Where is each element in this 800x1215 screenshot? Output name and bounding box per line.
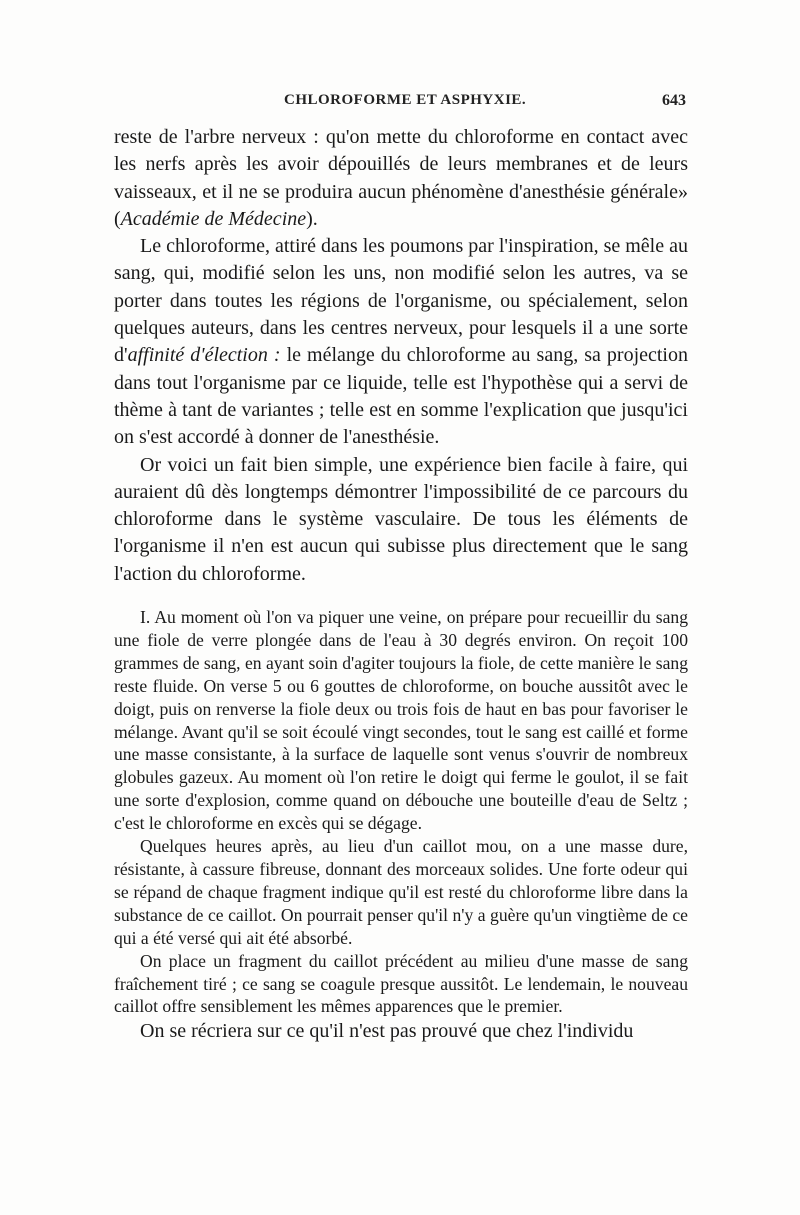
paragraph-2-text-a: Le chloroforme, attiré dans les poumons par l'inspiration, se mêle au sang, qui, modifié selon les uns, non modifié selon les autres, va se porter dans toutes les régions de l'organisme, ou spécialement, selon quelques auteurs, dans les centres nerveux, pour lesquels il a une sorte d' xyxy=(114,235,688,367)
paragraph-3-text: Or voici un fait bien simple, une expérience bien facile à faire, qui auraient dû dès longtemps démontrer l'impossibilité de ce parcours du chloroforme dans le système vasculaire. De tous les éléments de l'organisme il n'en est aucun qui subisse plus directement que le sang l'action du chloroforme. xyxy=(114,453,688,585)
emphasis-affinite: affinité d'élection : xyxy=(127,344,281,367)
paragraph-6 xyxy=(114,950,688,1019)
paragraph-6-text: On place un fragment du caillot précédent au milieu d'une masse de sang fraîchement tiré ; ce sang se coagule presque aussitôt. Le lendemain, le nouveau caillot offre sensiblement les mêmes apparences que le premier. xyxy=(114,950,688,1017)
running-head xyxy=(114,92,688,122)
body-text xyxy=(114,124,688,1046)
paragraph-2 xyxy=(114,233,688,451)
paragraph-5-text: Quelques heures après, au lieu d'un caillot mou, on a une masse dure, résistante, à cassure fibreuse, donnant des morceaux solides. Une forte odeur qui se répand de chaque fragment indique qu'il est resté du chloroforme libre dans la substance de ce caillot. On pourrait penser qu'il n'y a guère qu'un vingtième de ce qui a été versé qui ait été absorbé. xyxy=(114,836,688,948)
paragraph-7 xyxy=(114,1018,688,1045)
citation-academie: Académie de Médecine xyxy=(120,207,307,230)
paragraph-7-text: On se récriera sur ce qu'il n'est pas prouvé que chez l'individu xyxy=(140,1020,634,1043)
paragraph-5 xyxy=(114,835,688,950)
page-number: 643 xyxy=(662,92,686,109)
paragraph-4-text: I. Au moment où l'on va piquer une veine, on prépare pour recueillir du sang une fiole de verre plongée dans de l'eau à 30 degrés environ. On reçoit 100 grammes de sang, en ayant soin d'agiter toujours la fiole, de cette manière le sang reste fluide. On verse 5 ou 6 gouttes de chloroforme, on bouche aussitôt avec le doigt, puis on renverse la fiole deux ou trois fois de haut en bas pour favoriser le mélange. Avant qu'il se soit écoulé vingt secondes, tout le sang est caillé et forme une masse consistante, à la surface de laquelle sont venus s'ouvrir de nombreux globules gazeux. Au moment où l'on retire le doigt qui ferme le goulot, il se fait une sorte d'explosion, comme quand on débouche une bouteille d'eau de Seltz ; c'est le chloroforme en excès qui se dégage. xyxy=(114,607,688,834)
paragraph-4-experiment-1 xyxy=(114,606,688,835)
paragraph-1-text-b: ). xyxy=(306,207,318,230)
paragraph-1 xyxy=(114,124,688,233)
running-title: CHLOROFORME ET ASPHYXIE. xyxy=(284,92,527,108)
paragraph-1-text-a: reste de l'arbre nerveux : qu'on mette du chloroforme en contact avec les nerfs après les avoir dépouillés de leurs membranes et de leurs vaisseaux, et il ne se produira aucun phénomène d'anesthésie générale» ( xyxy=(114,126,688,230)
paragraph-3 xyxy=(114,452,688,588)
paragraph-2-text-b: le mélange du chloroforme au sang, sa projection dans tout l'organisme par ce liquide, telle est l'hypothèse qui a servi de thème à tant de variantes ; telle est en somme l'explication que jusqu'ici on s'est accordé à donner de l'anesthésie. xyxy=(114,344,688,449)
